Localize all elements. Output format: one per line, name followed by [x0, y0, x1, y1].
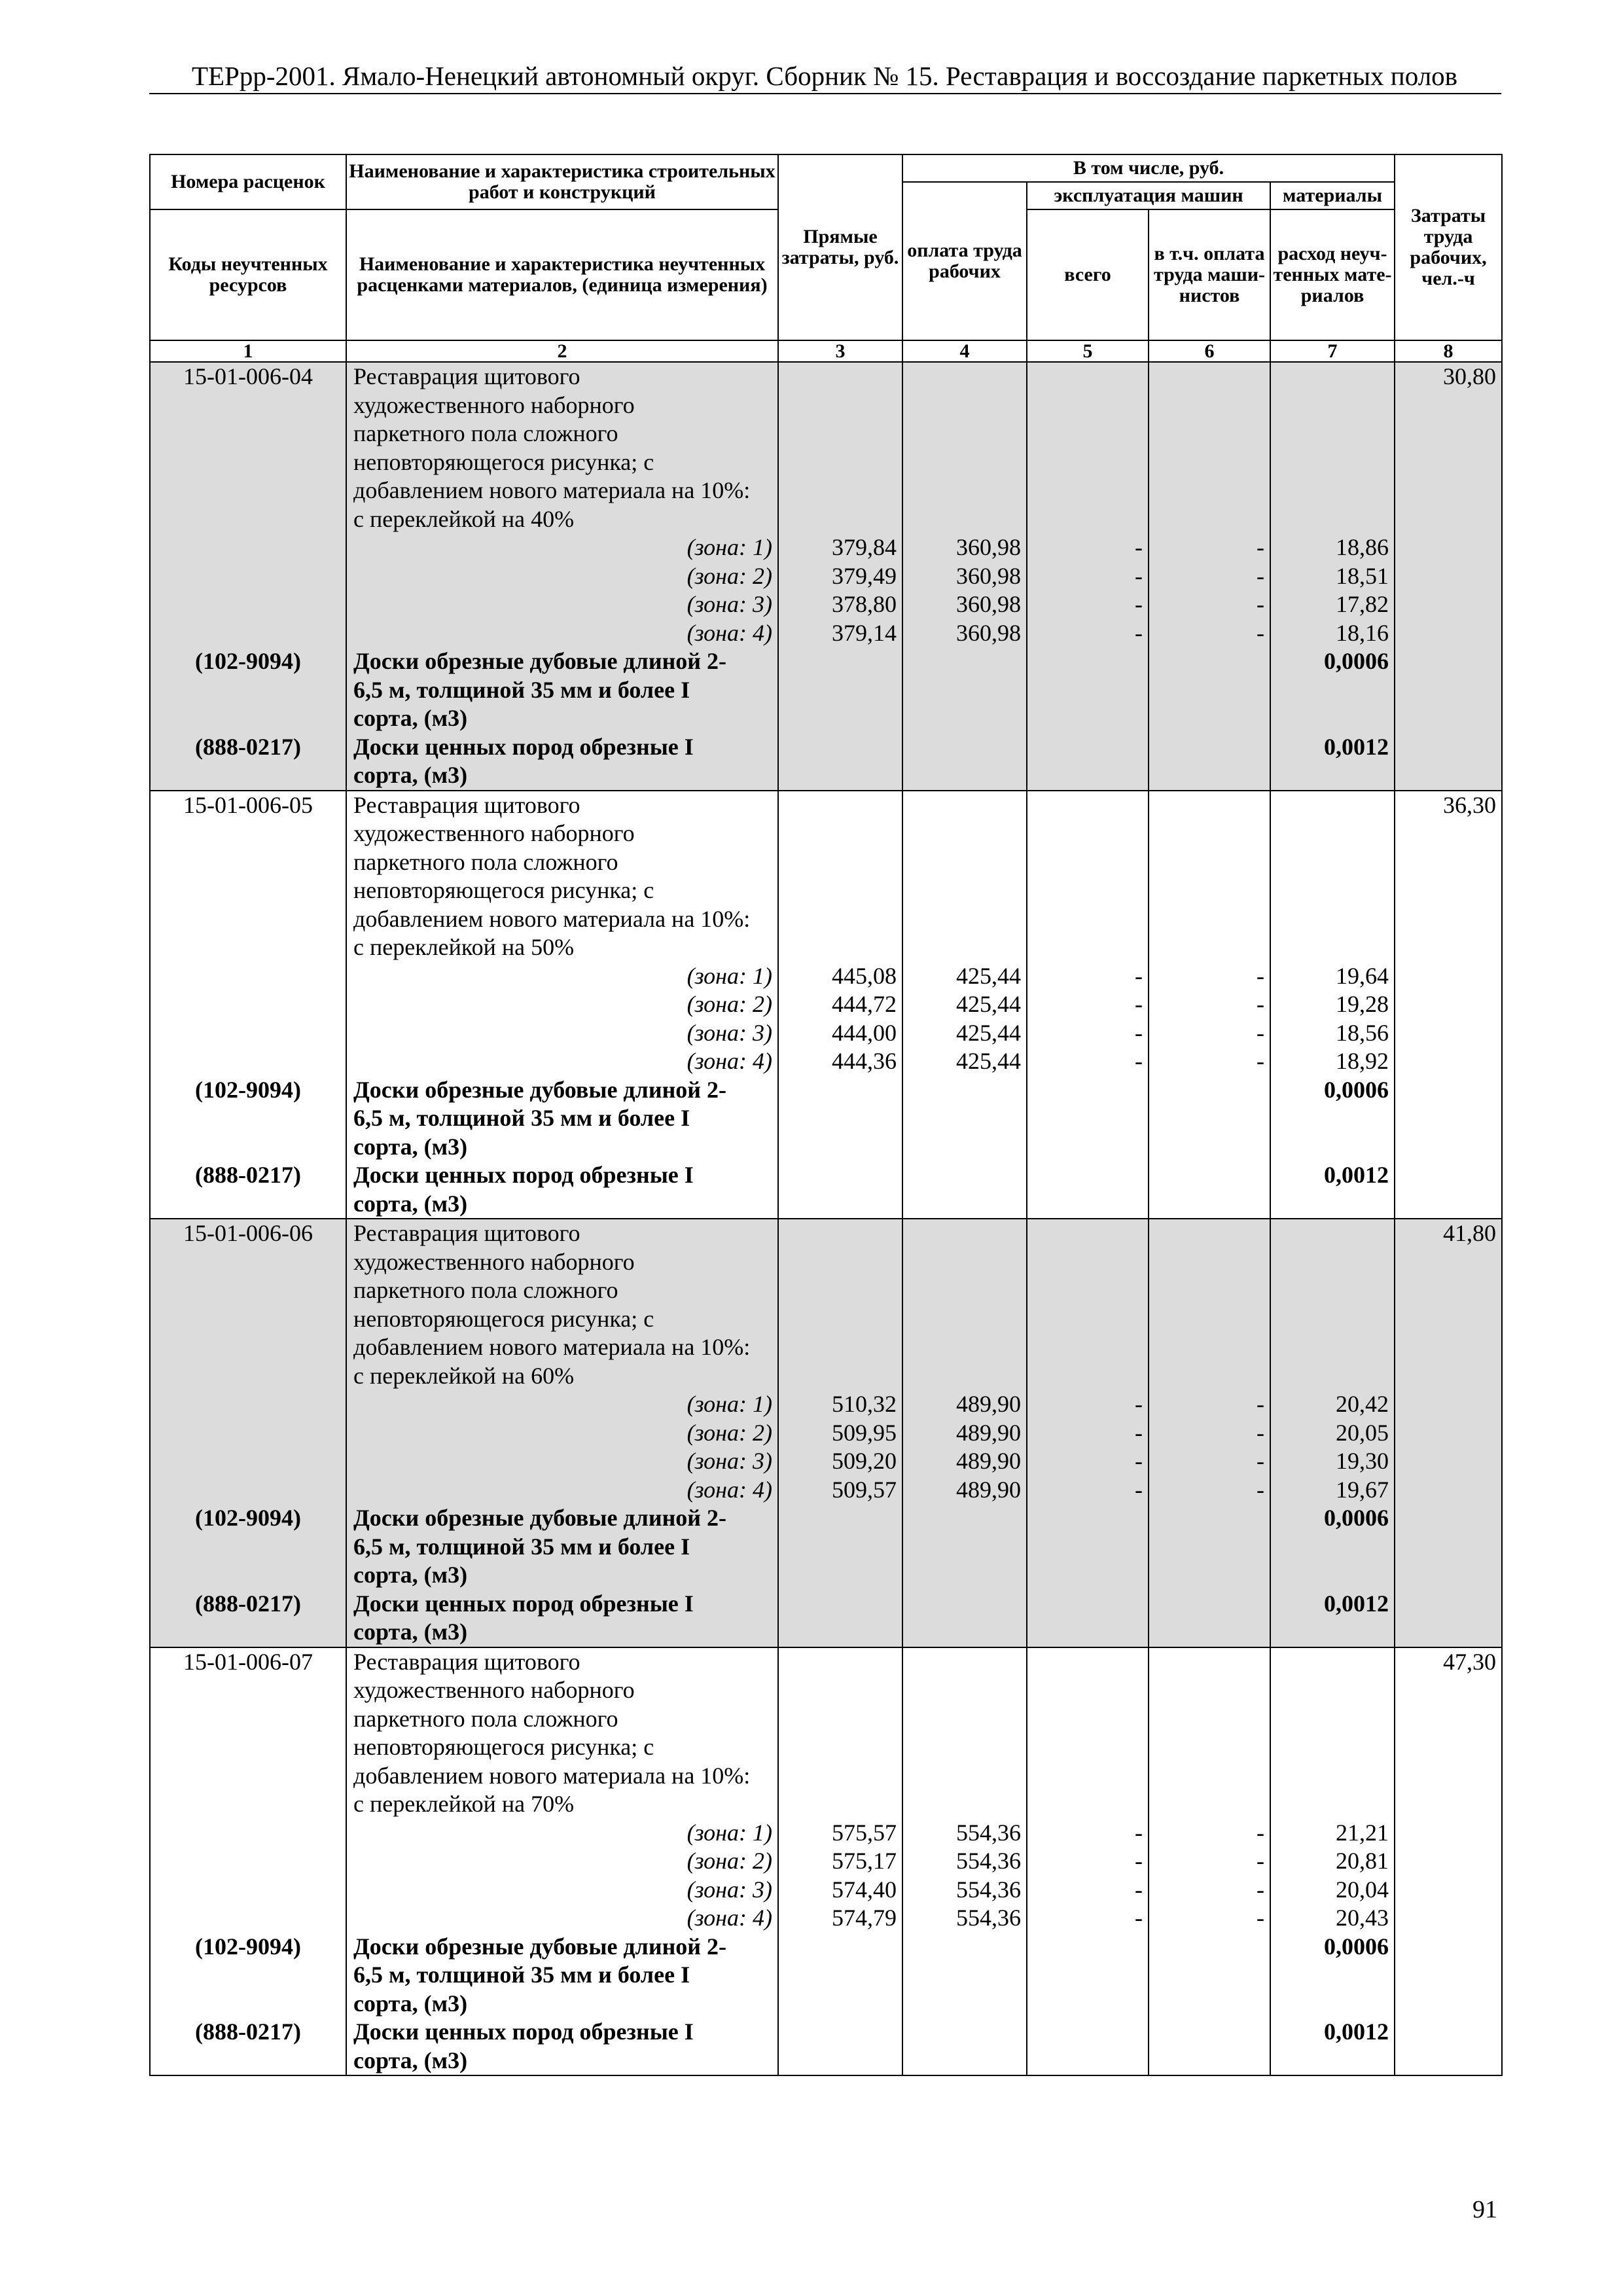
resource-name-line: сорта, (м3) [353, 1562, 468, 1588]
resource-consumption: 0,0006 [1324, 648, 1389, 674]
rate-description-line: художественного наборного [353, 820, 635, 846]
machinist-pay-value: - [1257, 1476, 1264, 1503]
machines-total-value: - [1135, 1876, 1143, 1903]
zone-label: (зона: 3) [687, 591, 772, 617]
labor-hours-cell [1395, 1219, 1502, 1647]
resource-code: (102-9094) [195, 648, 301, 674]
direct-cost-value-cell [778, 362, 902, 791]
direct-cost-value: 574,40 [832, 1876, 897, 1903]
rate-description-line: неповторяющегося рисунка; с [353, 1734, 654, 1760]
th-material-names: Наименование и характеристика неучтенных расценками материалов, (единица измерения) [346, 209, 778, 340]
rate-description-line: добавлением нового материала на 10%: [353, 477, 751, 503]
resource-code: (888-0217) [195, 1590, 301, 1617]
rate-description-line: паркетного пола сложного [353, 1705, 618, 1732]
rate-description-line: паркетного пола сложного [353, 848, 618, 875]
resource-name-line: сорта, (м3) [353, 762, 468, 788]
labor-pay-value-cell [902, 1219, 1027, 1647]
resource-consumption: 0,0006 [1324, 1505, 1389, 1531]
th-materials: материалы [1270, 182, 1395, 209]
rate-description-line: с переклейкой на 70% [353, 1791, 575, 1817]
machinist-pay-value: - [1257, 619, 1264, 646]
machines-total-value: - [1135, 991, 1143, 1017]
machinist-pay-value-cell [1149, 1219, 1270, 1647]
materials-value: 18,51 [1336, 562, 1389, 589]
rate-description-line: паркетного пола сложного [353, 1277, 618, 1303]
resource-name-line: сорта, (м3) [353, 2047, 468, 2073]
machinist-pay-value: - [1257, 591, 1264, 617]
direct-cost-value: 379,84 [832, 534, 897, 560]
rate-description-line: с переклейкой на 50% [353, 934, 575, 960]
resource-name-line: Доски обрезные дубовые длиной 2- [353, 1505, 727, 1531]
machinist-pay-value: - [1257, 1905, 1264, 1931]
resource-name-line: Доски обрезные дубовые длиной 2- [353, 1933, 727, 1960]
labor-pay-value-cell [902, 791, 1027, 1219]
page-number: 91 [1472, 2196, 1497, 2223]
resource-consumption: 0,0012 [1324, 1162, 1389, 1188]
labor-pay-value: 554,36 [956, 1819, 1021, 1846]
resource-code: (102-9094) [195, 1933, 301, 1960]
zone-label: (зона: 1) [687, 1391, 772, 1417]
direct-cost-value: 379,49 [832, 562, 897, 589]
resource-name-line: Доски обрезные дубовые длиной 2- [353, 648, 727, 674]
th-machinist-pay: в т.ч. оплата труда маши-нистов [1149, 209, 1270, 340]
labor-pay-value-cell [902, 1647, 1027, 2076]
labor-pay-value: 360,98 [956, 534, 1021, 560]
labor-pay-value: 489,90 [956, 1448, 1021, 1474]
materials-value: 18,56 [1336, 1019, 1389, 1046]
direct-cost-value: 378,80 [832, 591, 897, 617]
rate-description-line: Реставрация щитового [353, 791, 580, 818]
th-labor-costs: Затраты труда рабочих, чел.-ч [1395, 154, 1502, 340]
rate-code: 15-01-006-05 [183, 791, 313, 818]
th-unaccounted-consumption: расход неуч-тенных мате-риалов [1270, 209, 1395, 340]
materials-value-cell [1270, 1647, 1395, 2076]
resource-name-line: 6,5 м, толщиной 35 мм и более I [353, 1962, 690, 1988]
resource-name-line: сорта, (м3) [353, 705, 468, 731]
col-number: 1 [150, 340, 346, 362]
rate-description-line: неповторяющегося рисунка; с [353, 448, 654, 475]
rate-description-line: Реставрация щитового [353, 363, 580, 389]
materials-value: 19,64 [1336, 962, 1389, 989]
rate-row [150, 362, 1502, 791]
labor-pay-value: 360,98 [956, 619, 1021, 646]
zone-label: (зона: 2) [687, 562, 772, 589]
resource-name-line: сорта, (м3) [353, 1133, 468, 1160]
zone-label: (зона: 1) [687, 962, 772, 989]
materials-value-cell [1270, 791, 1395, 1219]
labor-pay-value: 489,90 [956, 1476, 1021, 1503]
rate-row [150, 1219, 1502, 1647]
materials-value-cell [1270, 1219, 1395, 1647]
direct-cost-value: 509,95 [832, 1419, 897, 1446]
rate-description-line: добавлением нового материала на 10%: [353, 1762, 751, 1789]
machinist-pay-value: - [1257, 1048, 1264, 1074]
labor-pay-value: 554,36 [956, 1848, 1021, 1874]
col-number: 4 [902, 340, 1027, 362]
direct-cost-value: 510,32 [832, 1391, 897, 1417]
rate-description-line: Реставрация щитового [353, 1220, 580, 1246]
resource-code: (888-0217) [195, 2018, 301, 2045]
machines-total-value: - [1135, 1019, 1143, 1046]
resource-code: (102-9094) [195, 1076, 301, 1103]
th-machine-operation: эксплуатация машин [1027, 182, 1270, 209]
resource-name-line: сорта, (м3) [353, 1990, 468, 2017]
machines-total-value-cell [1027, 791, 1149, 1219]
resource-code: (888-0217) [195, 733, 301, 760]
materials-value: 20,05 [1336, 1419, 1389, 1446]
resource-name-line: 6,5 м, толщиной 35 мм и более I [353, 1105, 690, 1131]
materials-value: 19,67 [1336, 1476, 1389, 1503]
rate-description-line: художественного наборного [353, 1677, 635, 1703]
labor-pay-value: 489,90 [956, 1391, 1021, 1417]
labor-hours-value: 36,30 [1443, 791, 1497, 818]
machinist-pay-value-cell [1149, 791, 1270, 1219]
machines-total-value: - [1135, 619, 1143, 646]
zone-label: (зона: 4) [687, 1048, 772, 1074]
labor-pay-value: 425,44 [956, 1019, 1021, 1046]
zone-label: (зона: 2) [687, 1848, 772, 1874]
machines-total-value-cell [1027, 1219, 1149, 1647]
rate-code: 15-01-006-06 [183, 1220, 313, 1246]
resource-name-line: сорта, (м3) [353, 1619, 468, 1645]
machines-total-value: - [1135, 562, 1143, 589]
labor-pay-value: 489,90 [956, 1419, 1021, 1446]
th-work-name: Наименование и характеристика строительных работ и конструкций [346, 154, 778, 209]
resource-name-line: 6,5 м, толщиной 35 мм и более I [353, 676, 690, 703]
rate-description-line: с переклейкой на 60% [353, 1362, 575, 1389]
zone-label: (зона: 4) [687, 1905, 772, 1931]
direct-cost-value: 444,36 [832, 1048, 897, 1074]
th-rate-numbers: Номера расценок [150, 154, 346, 209]
labor-pay-value: 360,98 [956, 591, 1021, 617]
th-labor-pay: оплата труда рабочих [902, 182, 1027, 340]
machines-total-value: - [1135, 1476, 1143, 1503]
col-number: 3 [778, 340, 902, 362]
resource-name-line: Доски ценных пород обрезные I [353, 1590, 694, 1617]
materials-value: 19,30 [1336, 1448, 1389, 1474]
th-resource-codes: Коды неучтенных ресурсов [150, 209, 346, 340]
labor-pay-value-cell [902, 362, 1027, 791]
machines-total-value: - [1135, 1905, 1143, 1931]
rate-description-line: добавлением нового материала на 10%: [353, 1334, 751, 1360]
materials-value: 18,16 [1336, 619, 1389, 646]
materials-value: 20,04 [1336, 1876, 1389, 1903]
resource-name-line: Доски ценных пород обрезные I [353, 733, 694, 760]
machines-total-value: - [1135, 1419, 1143, 1446]
materials-value-cell [1270, 362, 1395, 791]
materials-value: 20,81 [1336, 1848, 1389, 1874]
rate-description-cell [346, 1647, 778, 2076]
zone-label: (зона: 1) [687, 1819, 772, 1846]
labor-hours-value: 47,30 [1443, 1648, 1497, 1675]
labor-pay-value: 425,44 [956, 962, 1021, 989]
page-header-title: ТЕРрр-2001. Ямало-Ненецкий автономный округ. Сборник № 15. Реставрация и воссоздание паркетных полов [191, 61, 1458, 91]
rate-description-line: неповторяющегося рисунка; с [353, 1305, 654, 1332]
rate-description-line: неповторяющегося рисунка; с [353, 877, 654, 903]
labor-hours-value: 30,80 [1443, 363, 1497, 389]
direct-cost-value: 575,57 [832, 1819, 897, 1846]
machinist-pay-value: - [1257, 1819, 1264, 1846]
machinist-pay-value: - [1257, 1419, 1264, 1446]
resource-consumption: 0,0012 [1324, 1590, 1389, 1617]
zone-label: (зона: 2) [687, 1419, 772, 1446]
labor-hours-cell [1395, 791, 1502, 1219]
direct-cost-value: 509,20 [832, 1448, 897, 1474]
rate-code: 15-01-006-04 [183, 363, 313, 389]
machines-total-value: - [1135, 1048, 1143, 1074]
machinist-pay-value: - [1257, 562, 1264, 589]
direct-cost-value: 445,08 [832, 962, 897, 989]
machinist-pay-value: - [1257, 962, 1264, 989]
th-machines-total: всего [1027, 209, 1149, 340]
rates-table [149, 154, 1503, 2076]
direct-cost-value-cell [778, 1647, 902, 2076]
materials-value: 19,28 [1336, 991, 1389, 1017]
col-number: 8 [1395, 340, 1502, 362]
zone-label: (зона: 1) [687, 534, 772, 560]
zone-label: (зона: 3) [687, 1019, 772, 1046]
labor-hours-value: 41,80 [1443, 1220, 1497, 1246]
rate-description-cell [346, 791, 778, 1219]
rate-description-cell [346, 362, 778, 791]
zone-label: (зона: 3) [687, 1448, 772, 1474]
zone-label: (зона: 2) [687, 991, 772, 1017]
th-direct-costs: Прямые затраты, руб. [778, 154, 902, 340]
direct-cost-value: 575,17 [832, 1848, 897, 1874]
resource-consumption: 0,0006 [1324, 1076, 1389, 1103]
machines-total-value-cell [1027, 1647, 1149, 2076]
resource-name-line: Доски ценных пород обрезные I [353, 2018, 694, 2045]
materials-value: 18,92 [1336, 1048, 1389, 1074]
zone-label: (зона: 3) [687, 1876, 772, 1903]
materials-value: 20,43 [1336, 1905, 1389, 1931]
labor-pay-value: 554,36 [956, 1905, 1021, 1931]
rate-description-line: художественного наборного [353, 1248, 635, 1275]
resource-consumption: 0,0006 [1324, 1933, 1389, 1960]
column-number-row [150, 340, 1502, 362]
rate-code-cell [150, 362, 346, 791]
col-number: 6 [1149, 340, 1270, 362]
col-number: 2 [346, 340, 778, 362]
rate-description-line: добавлением нового материала на 10%: [353, 905, 751, 932]
direct-cost-value: 444,00 [832, 1019, 897, 1046]
labor-pay-value: 425,44 [956, 1048, 1021, 1074]
rate-code-cell [150, 1647, 346, 2076]
machines-total-value-cell [1027, 362, 1149, 791]
resource-name-line: 6,5 м, толщиной 35 мм и более I [353, 1533, 690, 1560]
rate-code: 15-01-006-07 [183, 1648, 313, 1675]
machinist-pay-value: - [1257, 1876, 1264, 1903]
machinist-pay-value: - [1257, 1019, 1264, 1046]
rate-description-line: Реставрация щитового [353, 1648, 580, 1675]
machinist-pay-value: - [1257, 1448, 1264, 1474]
labor-pay-value: 360,98 [956, 562, 1021, 589]
machines-total-value: - [1135, 1448, 1143, 1474]
machinist-pay-value: - [1257, 1391, 1264, 1417]
materials-value: 17,82 [1336, 591, 1389, 617]
labor-pay-value: 425,44 [956, 991, 1021, 1017]
materials-value: 18,86 [1336, 534, 1389, 560]
zone-label: (зона: 4) [687, 1476, 772, 1503]
machinist-pay-value-cell [1149, 362, 1270, 791]
resource-consumption: 0,0012 [1324, 2018, 1389, 2045]
resource-name-line: Доски ценных пород обрезные I [353, 1162, 694, 1188]
resource-consumption: 0,0012 [1324, 733, 1389, 760]
resource-code: (888-0217) [195, 1162, 301, 1188]
direct-cost-value: 379,14 [832, 619, 897, 646]
materials-value: 20,42 [1336, 1391, 1389, 1417]
materials-value: 21,21 [1336, 1819, 1389, 1846]
machines-total-value: - [1135, 591, 1143, 617]
rate-row [150, 1647, 1502, 2076]
header-divider [149, 93, 1501, 94]
labor-hours-cell [1395, 1647, 1502, 2076]
rate-description-cell [346, 1219, 778, 1647]
col-number: 5 [1027, 340, 1149, 362]
machines-total-value: - [1135, 1848, 1143, 1874]
rate-code-cell [150, 791, 346, 1219]
machinist-pay-value-cell [1149, 1647, 1270, 2076]
zone-label: (зона: 4) [687, 619, 772, 646]
direct-cost-value: 574,79 [832, 1905, 897, 1931]
machines-total-value: - [1135, 534, 1143, 560]
machinist-pay-value: - [1257, 1848, 1264, 1874]
th-including: В том числе, руб. [902, 154, 1395, 182]
col-number: 7 [1270, 340, 1395, 362]
resource-name-line: Доски обрезные дубовые длиной 2- [353, 1076, 727, 1103]
machinist-pay-value: - [1257, 534, 1264, 560]
machines-total-value: - [1135, 962, 1143, 989]
labor-hours-cell [1395, 362, 1502, 791]
resource-code: (102-9094) [195, 1505, 301, 1531]
direct-cost-value-cell [778, 1219, 902, 1647]
direct-cost-value: 444,72 [832, 991, 897, 1017]
rate-row [150, 791, 1502, 1219]
rate-description-line: с переклейкой на 40% [353, 505, 575, 532]
machines-total-value: - [1135, 1391, 1143, 1417]
direct-cost-value-cell [778, 791, 902, 1219]
rate-code-cell [150, 1219, 346, 1647]
resource-name-line: сорта, (м3) [353, 1190, 468, 1217]
labor-pay-value: 554,36 [956, 1876, 1021, 1903]
rate-description-line: паркетного пола сложного [353, 420, 618, 446]
machinist-pay-value: - [1257, 991, 1264, 1017]
machines-total-value: - [1135, 1819, 1143, 1846]
rate-description-line: художественного наборного [353, 391, 635, 418]
direct-cost-value: 509,57 [832, 1476, 897, 1503]
